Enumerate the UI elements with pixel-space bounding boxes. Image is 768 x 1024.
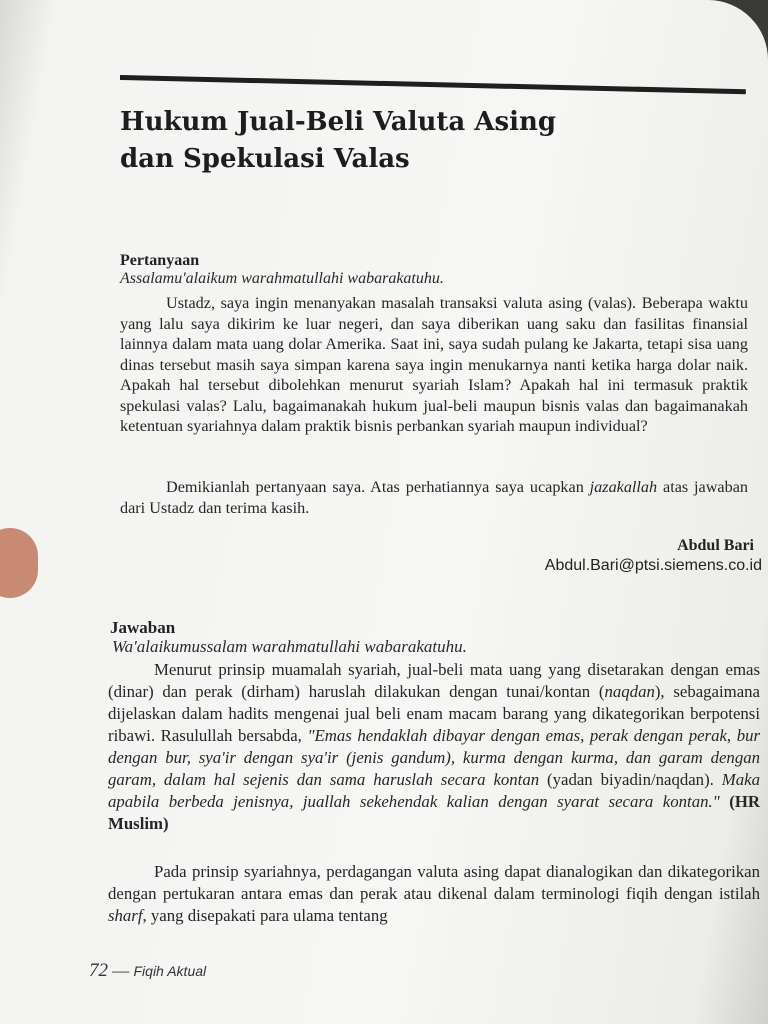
question-paragraph-1: Ustadz, saya ingin menanyakan masalah transaksi valuta asing (valas). Beberapa waktu yang lalu saya dikirim ke luar negeri, dan saya diberikan uang saku dan fasilitas finansial lainnya dalam mata uang dolar Amerika. Saat ini, saya sudah pulang ke Jakarta, tetapi sisa uang dinas tersebut masih saya simpan karena saya ingin menukarnya nanti ketika harga dolar naik. Apakah hal tersebut dibolehkan menurut syariah Islam? Apakah hal ini termasuk praktik spekulasi valas? Lalu, bagaimanakah hukum jual-beli maupun bisnis valas dan bagaimanakah ketentuan syariahnya dalam praktik bisnis perbankan syariah maupun individual? (120, 294, 748, 435)
question-paragraph-2 (120, 477, 748, 518)
question-closing-end: atas jawaban dari Ustadz dan terima kasih. (120, 478, 748, 517)
title-line-1: Hukum Jual-Beli Valuta Asing (120, 107, 557, 137)
title-line-2: dan Spekulasi Valas (120, 144, 410, 174)
article-title (120, 104, 680, 178)
answer-p1-text-b: ), sebagaimana dijelaskan dalam hadits mengenai jual beli enam macam barang yang dikategorikan berpotensi ribawi. Rasulullah bersabda, (108, 682, 760, 745)
thumb (0, 528, 38, 598)
jazakallah-term: jazakallah (589, 478, 658, 496)
sharf-term: sharf (108, 906, 143, 925)
question-greeting: Assalamu'alaikum warahmatullahi wabarakatuhu. (120, 270, 444, 287)
naqdan-term: naqdan (604, 682, 655, 701)
answer-p2-text: Pada prinsip syariahnya, perdagangan valuta asing dapat dianalogikan dan dikategorikan dengan pertukaran antara emas dan perak atau dikenal dalam terminologi fiqih dengan istilah (108, 862, 760, 903)
answer-heading: Jawaban (110, 618, 176, 637)
title-rule (120, 75, 746, 94)
answer-p1-text-c: (yadan biyadin/naqdan). (539, 770, 722, 789)
answer-p2-text-b: , yang disepakati para ulama tentang (142, 906, 388, 925)
hadith-source: (HR Muslim) (108, 792, 760, 833)
answer-paragraph-1 (108, 659, 760, 835)
question-closing-text: Demikianlah pertanyaan saya. Atas perhatiannya saya ucapkan (166, 478, 590, 496)
page-number: 72 (89, 960, 108, 981)
question-heading: Pertanyaan (120, 252, 200, 269)
signature-email: Abdul.Bari@ptsi.siemens.co.id (544, 557, 762, 574)
book-title: Fiqih Aktual (133, 963, 207, 979)
page-footer (89, 960, 206, 982)
hadith-quote: "Emas hendaklah dibayar dengan emas, perak dengan perak, bur dengan bur, sya'ir dengan sya'ir (jenis gandum), kurma dengan kurma, dan garam dengan garam, dalam hal sejenis dan sama haruslah secara kontan (108, 726, 761, 789)
answer-greeting: Wa'alaikumussalam warahmatullahi wabarakatuhu. (112, 637, 467, 656)
answer-paragraph-2 (108, 861, 760, 927)
answer-p1-text: Menurut prinsip muamalah syariah, jual-beli mata uang yang disetarakan dengan emas (dinar) dan perak (dirham) haruslah dilakukan dengan tunai/kontan ( (108, 660, 760, 701)
hadith-quote-2: Maka apabila berbeda jenisnya, juallah sekehendak kalian dengan syarat secara kontan." (108, 770, 760, 811)
footer-dash: — (108, 961, 130, 980)
signature-name: Abdul Bari (677, 537, 754, 554)
